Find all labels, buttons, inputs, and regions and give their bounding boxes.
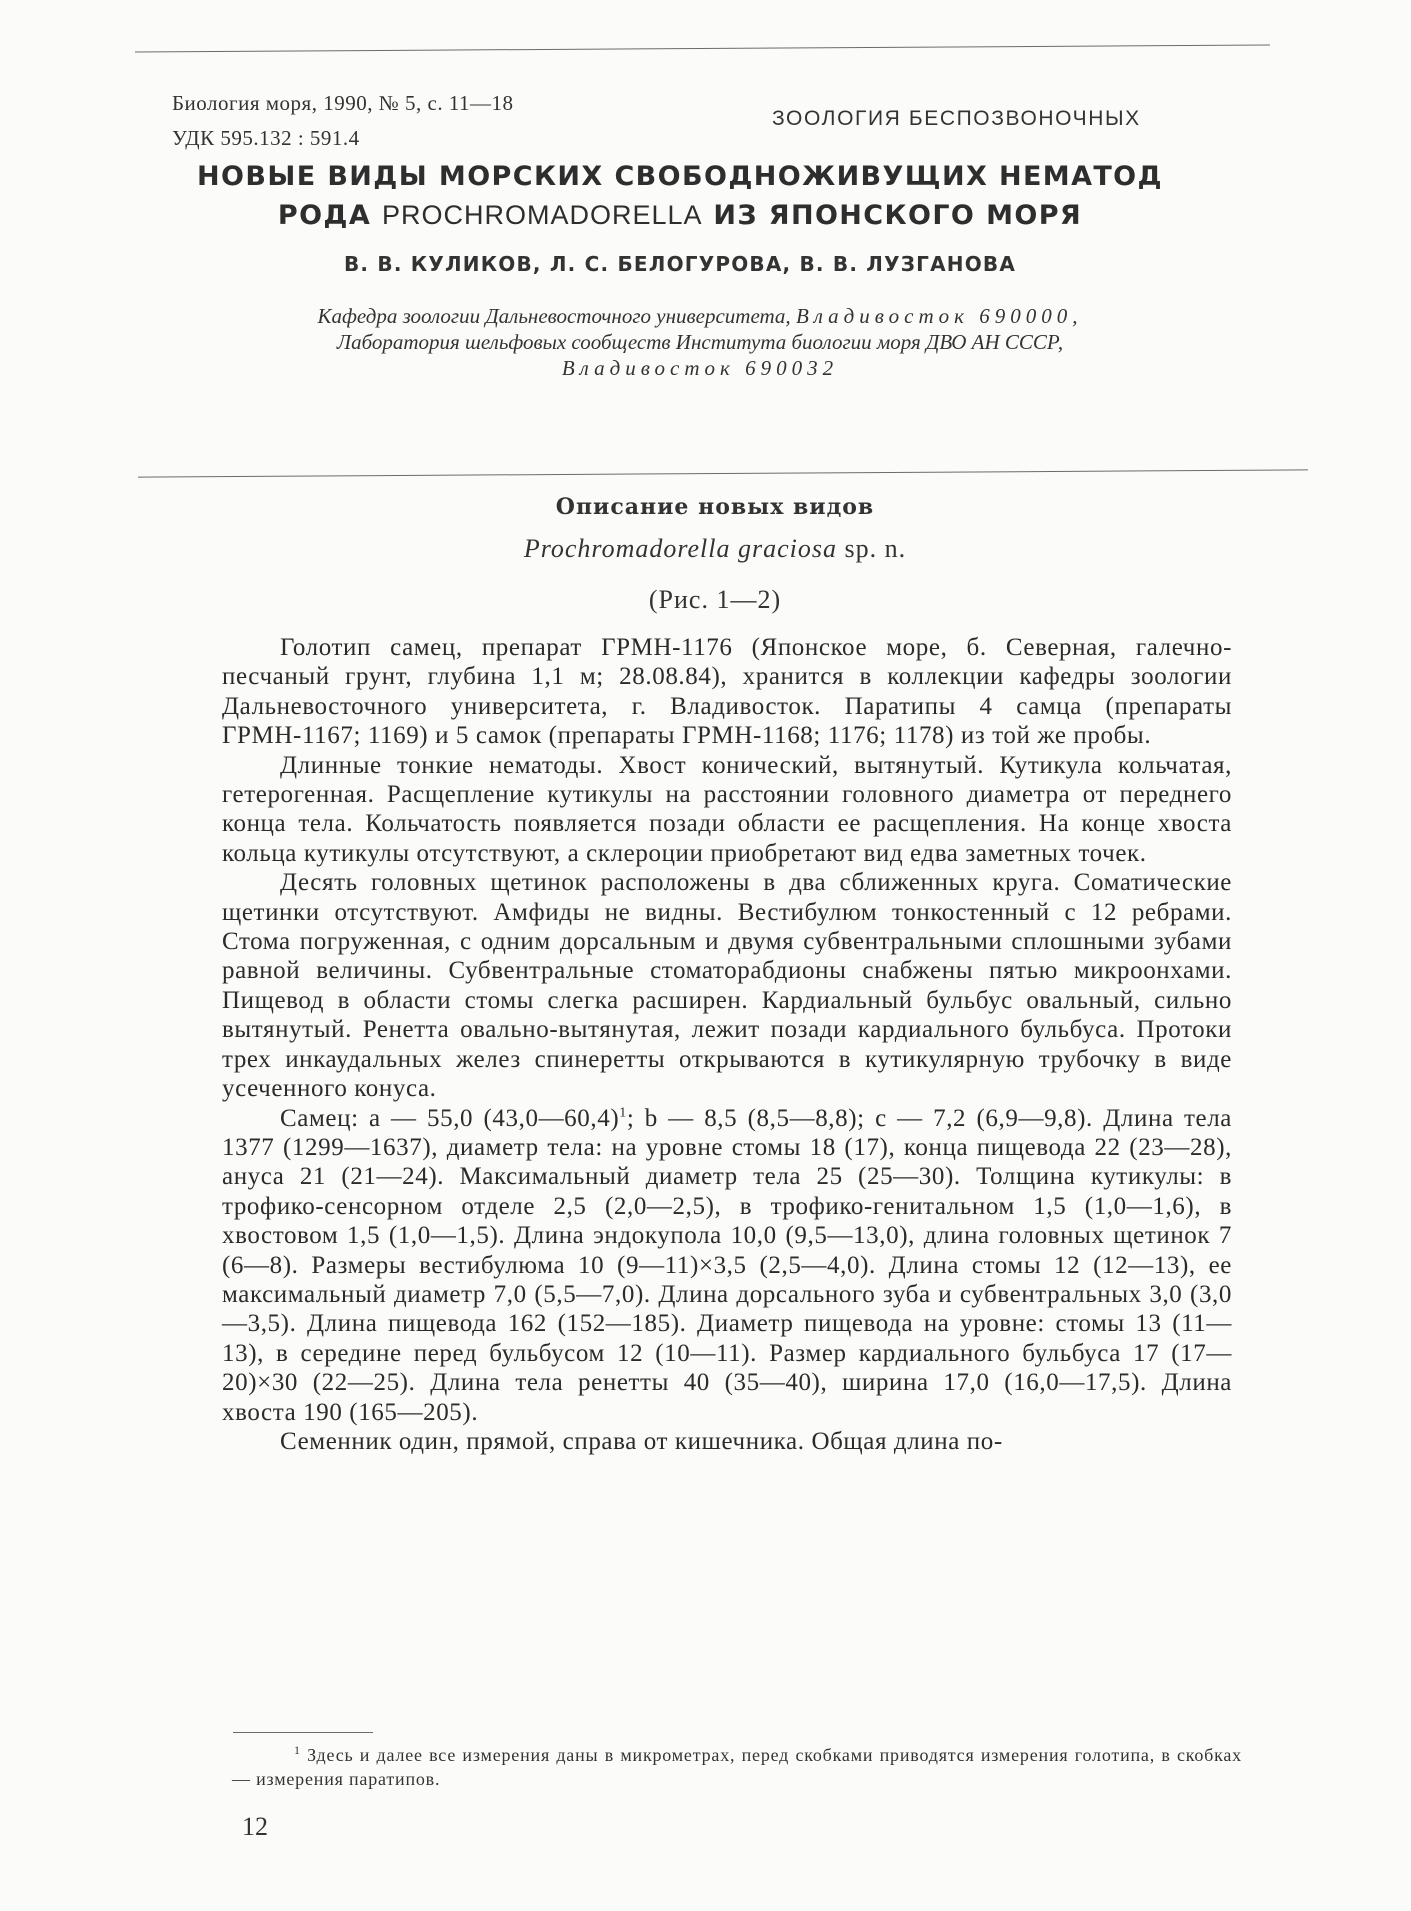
title-genus: PROCHROMADORELLA bbox=[382, 200, 703, 230]
title-prefix: РОДА bbox=[277, 200, 372, 231]
footnote-marker: 1 bbox=[619, 1105, 627, 1121]
article-title bbox=[140, 158, 1220, 235]
species-suffix: sp. n. bbox=[844, 534, 907, 563]
paragraph-head: Десять головных щетинок расположены в два сближенных круга. Соматические щетинки отсутствуют. Амфиды не видны. Вестибулюм тонкостенный с 12 ребрами. Стома погруженная, с одним дорсальным и двумя субвентральными сплошными зубами равной величины. Субвентральные стоматорабдионы снабжены пятью микроонхами. Пищевод в области стомы слегка расширен. Кардиальный бульбус овальный, сильно вытянутый. Ренетта овально-вытянутая, лежит позади кардиального бульбуса. Протоки трех инкаудальных желез спинеретты открываются в кутикулярную трубочку в виде усеченного конуса. bbox=[222, 869, 1232, 1103]
affiliations bbox=[150, 303, 1250, 381]
measurements-start: Самец: a — 55,0 (43,0—60,4) bbox=[280, 1104, 620, 1132]
journal-citation: Биология моря, 1990, № 5, с. 11—18 bbox=[172, 91, 514, 115]
paragraph-testis: Семенник один, прямой, справа от кишечника. Общая длина по- bbox=[280, 1427, 1003, 1455]
species-name bbox=[140, 534, 1290, 564]
page-number: 12 bbox=[242, 1812, 268, 1841]
title-line-2 bbox=[140, 196, 1220, 235]
paragraph-morphology: Длинные тонкие нематоды. Хвост конический, вытянутый. Кутикула кольчатая, гетерогенная. Расщепление кутикулы на расстоянии головного диаметра от переднего конца тела. Кольчатость появляется позади области ее расщепления. На конце хвоста кольца кутикулы отсутствуют, а склероции приобретают вид едва заметных точек. bbox=[222, 751, 1232, 867]
footnote-number: 1 bbox=[294, 1743, 301, 1757]
udc-code: УДК 595.132 : 591.4 bbox=[172, 126, 360, 150]
body-text bbox=[222, 633, 1232, 1456]
middle-rule bbox=[138, 469, 1308, 477]
affiliation-line-2: Лаборатория шельфовых сообществ Института биологии моря ДВО АН СССР, bbox=[336, 330, 1064, 354]
affiliation-1b: Владивосток 690000, bbox=[795, 304, 1083, 328]
affiliation-line-3: Владивосток 690032 bbox=[561, 356, 839, 380]
affiliation-line-1 bbox=[150, 303, 1250, 329]
footnote-paragraph bbox=[232, 1743, 1242, 1791]
affiliation-1a: Кафедра зоологии Дальневосточного университета, bbox=[317, 304, 791, 328]
species-binomial: Prochromadorella graciosa bbox=[523, 534, 838, 563]
paragraph-holotype: Голотип самец, препарат ГРМН-1176 (Японское море, б. Северная, галечно-песчаный грунт, глубина 1,1 м; 28.08.84), хранится в коллекции кафедры зоологии Дальневосточного университета, г. Владивосток. Паратипы 4 самца (препараты ГРМН-1167; 1169) и 5 самок (препараты ГРМН-1168; 1176; 1178) из той же пробы. bbox=[222, 634, 1232, 750]
authors: В. В. КУЛИКОВ, Л. С. БЕЛОГУРОВА, В. В. ЛУЗГАНОВА bbox=[343, 252, 1017, 276]
title-line-1: НОВЫЕ ВИДЫ МОРСКИХ СВОБОДНОЖИВУЩИХ НЕМАТОД bbox=[196, 161, 1163, 192]
top-rule bbox=[135, 45, 1270, 53]
title-suffix: ИЗ ЯПОНСКОГО МОРЯ bbox=[713, 200, 1083, 231]
measurements-rest: ; b — 8,5 (8,5—8,8); c — 7,2 (6,9—9,8). Длина тела 1377 (1299—1637), диаметр тела: на уровне стомы 18 (17), конца пищевода 22 (23—28), ануса 21 (21—24). Максимальный диаметр тела 25 (25—30). Толщина кутикулы: в трофико-сенсорном отделе 2,5 (2,0—2,5), в трофико-генитальном 1,5 (1,0—1,6), в хвостовом 1,5 (1,0—1,5). Длина эндокупола 10,0 (9,5—13,0), длина головных щетинок 7 (6—8). Размеры вестибулюма 10 (9—11)×3,5 (2,5—4,0). Длина стомы 12 (12—13), ее максимальный диаметр 7,0 (5,5—7,0). Длина дорсального зуба и субвентральных 3,0 (3,0—3,5). Длина пищевода 162 (152—185). Диаметр пищевода на уровне: стомы 13 (11—13), в середине перед бульбусом 12 (10—11). Размер кардиального бульбуса 17 (17—20)×30 (22—25). Длина тела ренетты 40 (35—40), ширина 17,0 (16,0—17,5). Длина хвоста 190 (165—205). bbox=[222, 1104, 1233, 1426]
section-label: ЗООЛОГИЯ БЕСПОЗВОНОЧНЫХ bbox=[772, 107, 1141, 130]
footnote-text: Здесь и далее все измерения даны в микрометрах, перед скобками приводятся измерения голотипа, в скобках — измерения паратипов. bbox=[232, 1745, 1242, 1789]
section-heading: Описание новых видов bbox=[555, 494, 875, 520]
footnote-rule bbox=[233, 1732, 373, 1733]
paragraph-measurements bbox=[222, 1104, 1232, 1427]
footnote bbox=[232, 1743, 1242, 1791]
citation-block bbox=[172, 86, 514, 156]
figure-reference: (Рис. 1—2) bbox=[648, 585, 782, 614]
